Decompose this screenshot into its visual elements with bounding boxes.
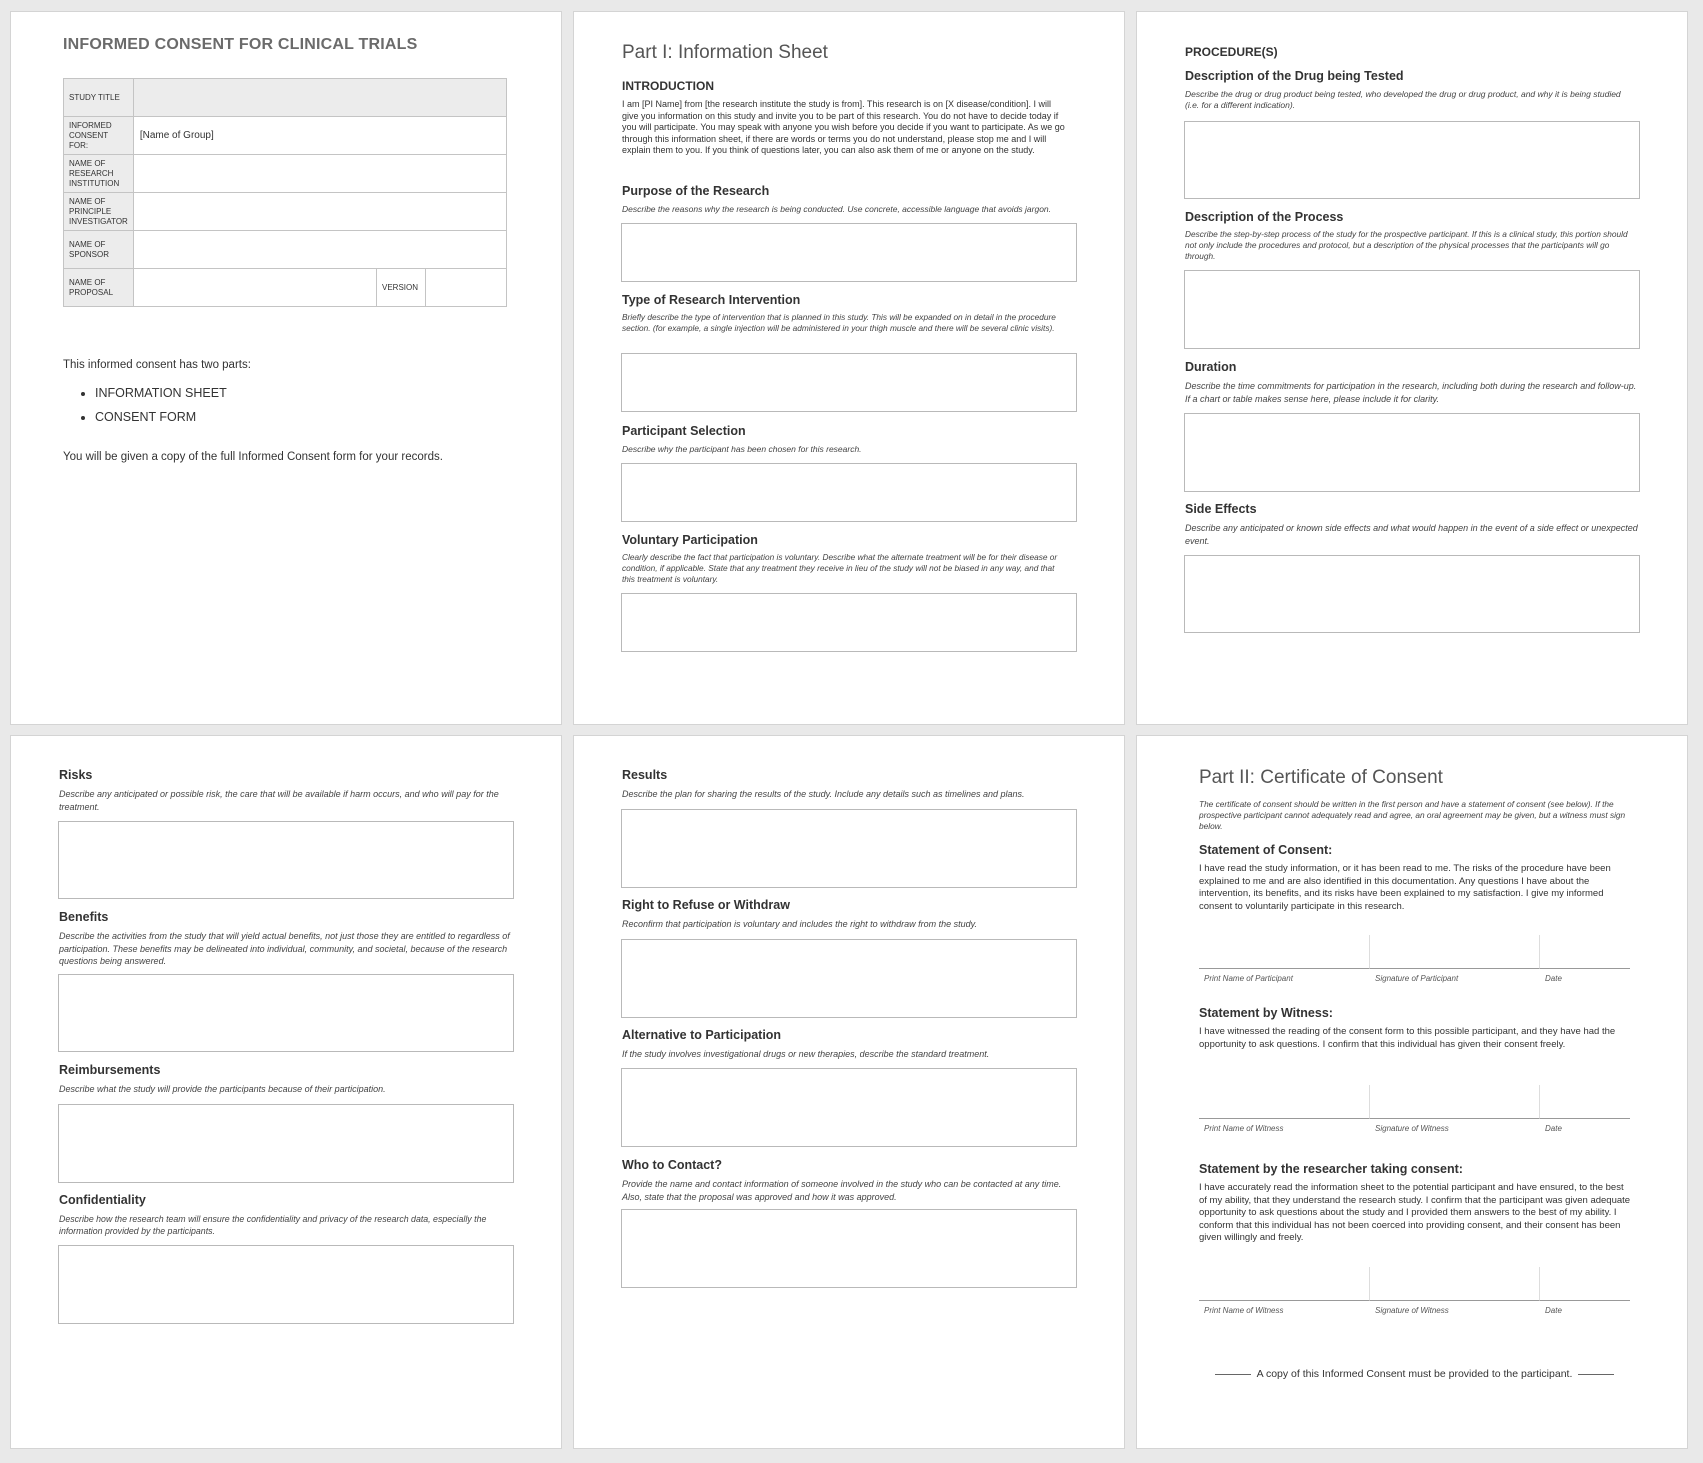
institution-field[interactable]	[133, 155, 506, 193]
reimbursements-description: Describe what the study will provide the participants because of their participation.	[59, 1084, 386, 1094]
study-info-table	[63, 78, 507, 307]
researcher-signature-row	[1199, 1267, 1630, 1301]
researcher-statement-text: I have accurately read the information sheet to the potential participant and have ensured, to the best of my ability, that they understand the research study. I confirm that the participant was given adequate opportunity to ask questions about the study and I provided them answers to the best of my ability. I conform that this individual has not been coerced into providing consent, and their consent has been given willingly and freely.	[1199, 1182, 1631, 1244]
page-2	[573, 11, 1125, 725]
witness-print-name-field[interactable]	[1199, 1085, 1370, 1119]
confidentiality-input-box[interactable]	[58, 1245, 514, 1324]
drug-heading: Description of the Drug being Tested	[1185, 69, 1404, 83]
duration-heading: Duration	[1185, 360, 1237, 374]
witness-statement-heading: Statement by Witness:	[1199, 1006, 1333, 1020]
confidentiality-description: Describe how the research team will ensure the confidentiality and privacy of the research data, especially the information provided by the participants.	[59, 1214, 487, 1236]
list-item: • INFORMATION SHEET	[95, 386, 227, 400]
page-6	[1136, 735, 1688, 1449]
risks-heading: Risks	[59, 768, 93, 782]
purpose-input-box[interactable]	[621, 223, 1077, 282]
alternative-input-box[interactable]	[621, 1068, 1077, 1147]
voluntary-input-box[interactable]	[621, 593, 1077, 652]
introduction-text: I am [PI Name] from [the research institute the study is from]. This research is on [X disease/condition]. I will give you information on this study and invite you to be part of this research. You do not have to decide today if you will participate. You may speak with anyone you wish before you decide if you want to participate. As we go through this information sheet, if there are words or terms you do not understand, please stop me and I will explain them to you. If you think of questions later, you can also ask them of me or anyone on the study.	[622, 99, 1065, 156]
part-one-title: Part I: Information Sheet	[622, 42, 828, 63]
document-title: INFORMED CONSENT FOR CLINICAL TRIALS	[63, 36, 418, 53]
participant-signature-field[interactable]	[1370, 935, 1540, 969]
institution-label: NAME OF RESEARCH INSTITUTION	[64, 155, 134, 193]
parts-list	[63, 386, 227, 434]
reimbursements-input-box[interactable]	[58, 1104, 514, 1183]
benefits-heading: Benefits	[59, 910, 109, 924]
contact-heading: Who to Contact?	[622, 1158, 722, 1172]
signature-label: Signature of Witness	[1375, 1306, 1449, 1315]
page-3	[1136, 11, 1688, 725]
signature-label: Print Name of Witness	[1204, 1124, 1284, 1133]
witness-signature-row	[1199, 1085, 1630, 1119]
refuse-description: Reconfirm that participation is voluntary and includes the right to withdraw from the study.	[622, 919, 978, 929]
witness-signature-field[interactable]	[1370, 1085, 1540, 1119]
consent-statement-heading: Statement of Consent:	[1199, 843, 1333, 857]
results-input-box[interactable]	[621, 809, 1077, 888]
investigator-field[interactable]	[133, 193, 506, 231]
study-title-field[interactable]	[133, 79, 506, 117]
side-effects-input-box[interactable]	[1184, 555, 1640, 633]
researcher-signature-field[interactable]	[1370, 1267, 1540, 1301]
contact-description: Provide the name and contact information of someone involved in the study who can be contacted at any time. Also, state that the proposal was approved and how it was approved.	[622, 1179, 1062, 1202]
procedures-heading: PROCEDURE(S)	[1185, 45, 1278, 59]
voluntary-description: Clearly describe the fact that participation is voluntary. Describe what the alternate treatment will be for their disease or condition, if applicable. State that any treatment they receive in lieu of the study will not be biased in any way, and that this treatment is voluntary.	[622, 552, 1058, 584]
participant-print-name-field[interactable]	[1199, 935, 1370, 969]
selection-input-box[interactable]	[621, 463, 1077, 522]
proposal-field[interactable]	[133, 269, 376, 307]
signature-label: Date	[1545, 1124, 1562, 1133]
signature-label: Print Name of Participant	[1204, 974, 1293, 983]
study-title-label: STUDY TITLE	[64, 79, 134, 117]
confidentiality-heading: Confidentiality	[59, 1193, 146, 1207]
copy-requirement-footer	[1199, 1368, 1630, 1380]
drug-input-box[interactable]	[1184, 121, 1640, 199]
purpose-description: Describe the reasons why the research is being conducted. Use concrete, accessible language that avoids jargon.	[622, 204, 1052, 214]
part-two-title: Part II: Certificate of Consent	[1199, 767, 1443, 788]
refuse-input-box[interactable]	[621, 939, 1077, 1018]
selection-heading: Participant Selection	[622, 424, 746, 438]
alternative-heading: Alternative to Participation	[622, 1028, 782, 1042]
process-description: Describe the step-by-step process of the study for the prospective participant. If this is a clinical study, this portion should not only include the procedures and protocol, but a description of the physical processes that the participants will go through.	[1185, 229, 1628, 261]
process-input-box[interactable]	[1184, 270, 1640, 349]
part-two-description: The certificate of consent should be written in the first person and have a statement of consent (see below). If the prospective participant cannot adequately read and agree, an oral agreement may be given, but a witness must sign below.	[1199, 799, 1626, 831]
benefits-description: Describe the activities from the study that will yield actual benefits, not just those they are entitled to regardless of participation. These benefits may be delineated into individual, community, and societal, because of the research questions being answered.	[59, 931, 510, 966]
selection-description: Describe why the participant has been chosen for this research.	[622, 444, 862, 454]
sponsor-label: NAME OF SPONSOR	[64, 231, 134, 269]
signature-label: Date	[1545, 1306, 1562, 1315]
risks-input-box[interactable]	[58, 821, 514, 899]
risks-description: Describe any anticipated or possible risk, the care that will be available if harm occurs, and who will pay for the treatment.	[59, 789, 499, 812]
version-label: VERSION	[377, 269, 426, 307]
consent-for-label: INFORMED CONSENT FOR:	[64, 117, 134, 155]
copy-note: You will be given a copy of the full Informed Consent form for your records.	[63, 451, 443, 463]
version-field[interactable]	[426, 269, 507, 307]
witness-date-field[interactable]	[1540, 1085, 1630, 1119]
intervention-heading: Type of Research Intervention	[622, 293, 801, 307]
consent-for-field[interactable]: [Name of Group]	[133, 117, 506, 155]
process-heading: Description of the Process	[1185, 210, 1344, 224]
investigator-label: NAME OF PRINCIPLE INVESTIGATOR	[64, 193, 134, 231]
refuse-heading: Right to Refuse or Withdraw	[622, 898, 790, 912]
benefits-input-box[interactable]	[58, 974, 514, 1052]
signature-label: Date	[1545, 974, 1562, 983]
drug-description: Describe the drug or drug product being tested, who developed the drug or drug product, and why it is being studied (i.e. for a different indication).	[1185, 89, 1621, 110]
page-4	[10, 735, 562, 1449]
participant-signature-row	[1199, 935, 1630, 969]
footer-text: A copy of this Informed Consent must be provided to the participant.	[1256, 1368, 1573, 1380]
voluntary-heading: Voluntary Participation	[622, 533, 758, 547]
researcher-print-name-field[interactable]	[1199, 1267, 1370, 1301]
introduction-heading: INTRODUCTION	[622, 79, 714, 93]
list-item: • CONSENT FORM	[95, 410, 227, 424]
researcher-statement-heading: Statement by the researcher taking consent:	[1199, 1162, 1463, 1176]
signature-label: Signature of Witness	[1375, 1124, 1449, 1133]
intervention-input-box[interactable]	[621, 353, 1077, 412]
proposal-label: NAME OF PROPOSAL	[64, 269, 134, 307]
page-5	[573, 735, 1125, 1449]
alternative-description: If the study involves investigational drugs or new therapies, describe the standard treatment.	[622, 1049, 990, 1059]
consent-statement-text: I have read the study information, or it has been read to me. The risks of the procedure have been explained to me and are also identified in this documentation. Any questions I have about the intervention, its benefits, and its risks have been explained to my satisfaction. I give my informed consent to voluntarily participate in this research.	[1199, 863, 1611, 912]
witness-statement-text: I have witnessed the reading of the consent form to this possible participant, and they have had the opportunity to ask questions. I confirm that this individual has given their consent freely.	[1199, 1026, 1616, 1050]
signature-label: Print Name of Witness	[1204, 1306, 1284, 1315]
reimbursements-heading: Reimbursements	[59, 1063, 161, 1077]
two-parts-intro: This informed consent has two parts:	[63, 359, 251, 371]
results-heading: Results	[622, 768, 668, 782]
page-1	[10, 11, 562, 725]
researcher-date-field[interactable]	[1540, 1267, 1630, 1301]
duration-description: Describe the time commitments for participation in the research, including both during the research and follow-up. If a chart or table makes sense here, please include it for clarity.	[1185, 381, 1637, 404]
sponsor-field[interactable]	[133, 231, 506, 269]
results-description: Describe the plan for sharing the results of the study. Include any details such as timelines and plans.	[622, 789, 1025, 799]
signature-label: Signature of Participant	[1375, 974, 1459, 983]
purpose-heading: Purpose of the Research	[622, 184, 770, 198]
divider	[1215, 1374, 1251, 1375]
duration-input-box[interactable]	[1184, 413, 1640, 492]
participant-date-field[interactable]	[1540, 935, 1630, 969]
divider	[1578, 1374, 1614, 1375]
side-effects-description: Describe any anticipated or known side effects and what would happen in the event of a side effect or unexpected event.	[1185, 523, 1638, 546]
side-effects-heading: Side Effects	[1185, 502, 1257, 516]
contact-input-box[interactable]	[621, 1209, 1077, 1288]
intervention-description: Briefly describe the type of intervention that is planned in this study. This will be expanded on in detail in the procedure section. (for example, a single injection will be administered in your thigh muscle and there will be several clinic visits).	[622, 312, 1056, 333]
